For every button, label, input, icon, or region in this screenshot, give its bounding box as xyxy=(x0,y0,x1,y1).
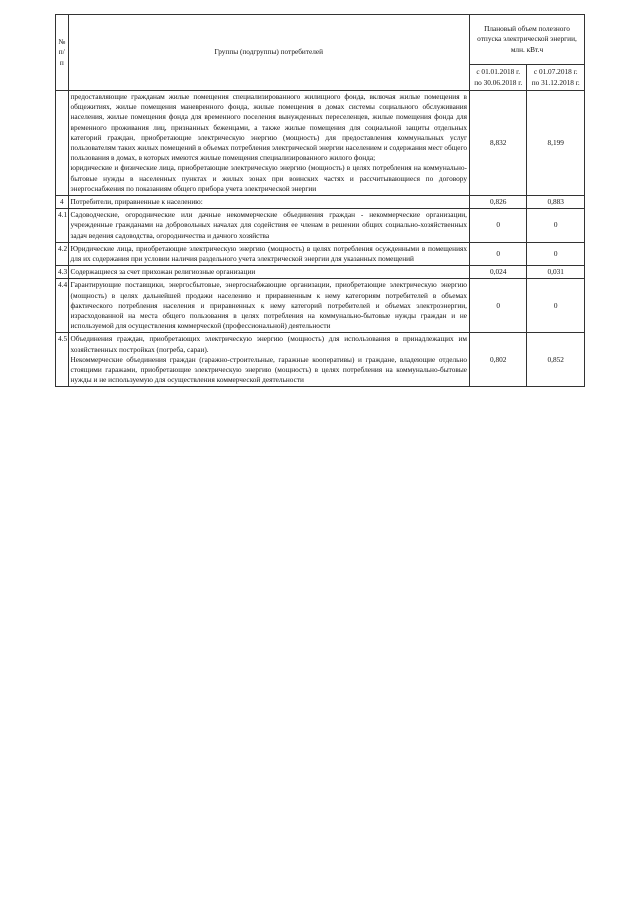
consumer-group-description xyxy=(68,266,469,279)
group-paragraph: Садоводческие, огороднические или дачные некоммерческие объединения граждан - некоммерческие организации, учрежденные гражданами на добровольных началах для содействия ее членам в решении общих социально-хозяйственных задач ведения садоводства, огородничества и дачного хозяйства xyxy=(70,210,467,240)
volume-period-1: 0 xyxy=(469,209,526,243)
group-paragraph: Потребители, приравненные к населению: xyxy=(70,197,203,207)
volume-period-2: 0,852 xyxy=(527,333,585,387)
volume-period-2: 8,199 xyxy=(527,91,585,196)
header-consumer-groups: Группы (подгруппы) потребителей xyxy=(68,15,469,91)
volume-period-2: 0,031 xyxy=(527,266,585,279)
consumer-group-description xyxy=(68,196,469,209)
consumer-volume-table xyxy=(55,14,585,387)
table-row xyxy=(56,196,585,209)
header-period-1: с 01.01.2018 г. по 30.06.2018 г. xyxy=(469,65,526,91)
tariff-table-page xyxy=(55,14,585,387)
table-row xyxy=(56,266,585,279)
row-number: 4.5 xyxy=(56,333,69,387)
consumer-group-description xyxy=(68,209,469,243)
group-paragraph: юридические и физические лица, приобретающие электрическую энергию (мощность) в целях потребления на коммунально-бытовые нужды в населенных пунктах и жилых зонах при воинских частях и рассчитывающиеся по договору энергоснабжения по показаниям общего прибора учета электрической энергии xyxy=(70,163,467,193)
consumer-group-description xyxy=(68,242,469,265)
table-row xyxy=(56,242,585,265)
row-number xyxy=(56,91,69,196)
table-row xyxy=(56,279,585,333)
table-row xyxy=(56,333,585,387)
volume-period-1: 0 xyxy=(469,242,526,265)
row-number: 4.3 xyxy=(56,266,69,279)
group-paragraph: предоставляющие гражданам жилые помещения специализированного жилищного фонда, включая жилые помещения в общежитиях, жилые помещения маневренного фонда, жилые помещения в домах системы социального обслуживания населения, жилые помещения фонда для временного поселения вынужденных переселенцев, жилые помещения фонда для временного проживания лиц, признанных беженцами, а также жилые помещения для социальной защиты отдельных категорий граждан, приобретающие электрическую энергию (мощность) для предоставления коммунальных услуг пользователям таких жилых помещений в объемах потребления электрической энергии населением и содержания мест общего пользования в домах, в которых имеются жилые помещения специализированного жилого фонда; xyxy=(70,92,467,163)
row-number: 4.1 xyxy=(56,209,69,243)
table-row xyxy=(56,91,585,196)
table-row xyxy=(56,209,585,243)
volume-period-2: 0,883 xyxy=(527,196,585,209)
consumer-group-description xyxy=(68,333,469,387)
row-number: 4 xyxy=(56,196,69,209)
volume-period-2: 0 xyxy=(527,279,585,333)
header-planned-volume: Плановый объем полезного отпуска электрической энергии, млн. кВт.ч xyxy=(469,15,584,65)
row-number: 4.2 xyxy=(56,242,69,265)
row-number: 4.4 xyxy=(56,279,69,333)
header-row-number: № п/п xyxy=(56,15,69,91)
consumer-group-description xyxy=(68,279,469,333)
volume-period-2: 0 xyxy=(527,209,585,243)
volume-period-1: 0 xyxy=(469,279,526,333)
consumer-group-description xyxy=(68,91,469,196)
header-period-2: с 01.07.2018 г. по 31.12.2018 г. xyxy=(527,65,585,91)
group-paragraph: Гарантирующие поставщики, энергосбытовые, энергоснабжающие организации, приобретающие электрическую энергию (мощность) в целях дальнейшей продажи населению и приравненным к нему категориям потребителей в объемах фактического потребления населения и приравненных к нему категорий потребителей и объемах электроэнергии, израсходованной на места общего пользования в целях потребления на коммунально-бытовые нужды граждан и не используемой для осуществления коммерческой (профессиональной) деятельности xyxy=(70,280,467,331)
table-body xyxy=(56,91,585,387)
volume-period-2: 0 xyxy=(527,242,585,265)
group-paragraph: Юридические лица, приобретающие электрическую энергию (мощность) в целях потребления осужденными в помещениях для их содержания при условии наличия раздельного учета электрической энергии для указанных помещений xyxy=(70,243,467,264)
group-paragraph: Объединения граждан, приобретающих электрическую энергию (мощность) для использования в принадлежащих им хозяйственных постройках (погреба, сараи). xyxy=(70,334,467,354)
group-paragraph: Содержащиеся за счет прихожан религиозные организации xyxy=(70,267,256,277)
volume-period-1: 0,826 xyxy=(469,196,526,209)
volume-period-1: 0,802 xyxy=(469,333,526,387)
volume-period-1: 8,832 xyxy=(469,91,526,196)
group-paragraph: Некоммерческие объединения граждан (гаражно-строительные, гаражные кооперативы) и граждане, владеющие отдельно стоящими гаражами, приобретающие электрическую энергию (мощность) в целях потребления на коммунально-бытовые нужды и не используемую для осуществления коммерческой деятельности xyxy=(70,354,467,385)
volume-period-1: 0,024 xyxy=(469,266,526,279)
